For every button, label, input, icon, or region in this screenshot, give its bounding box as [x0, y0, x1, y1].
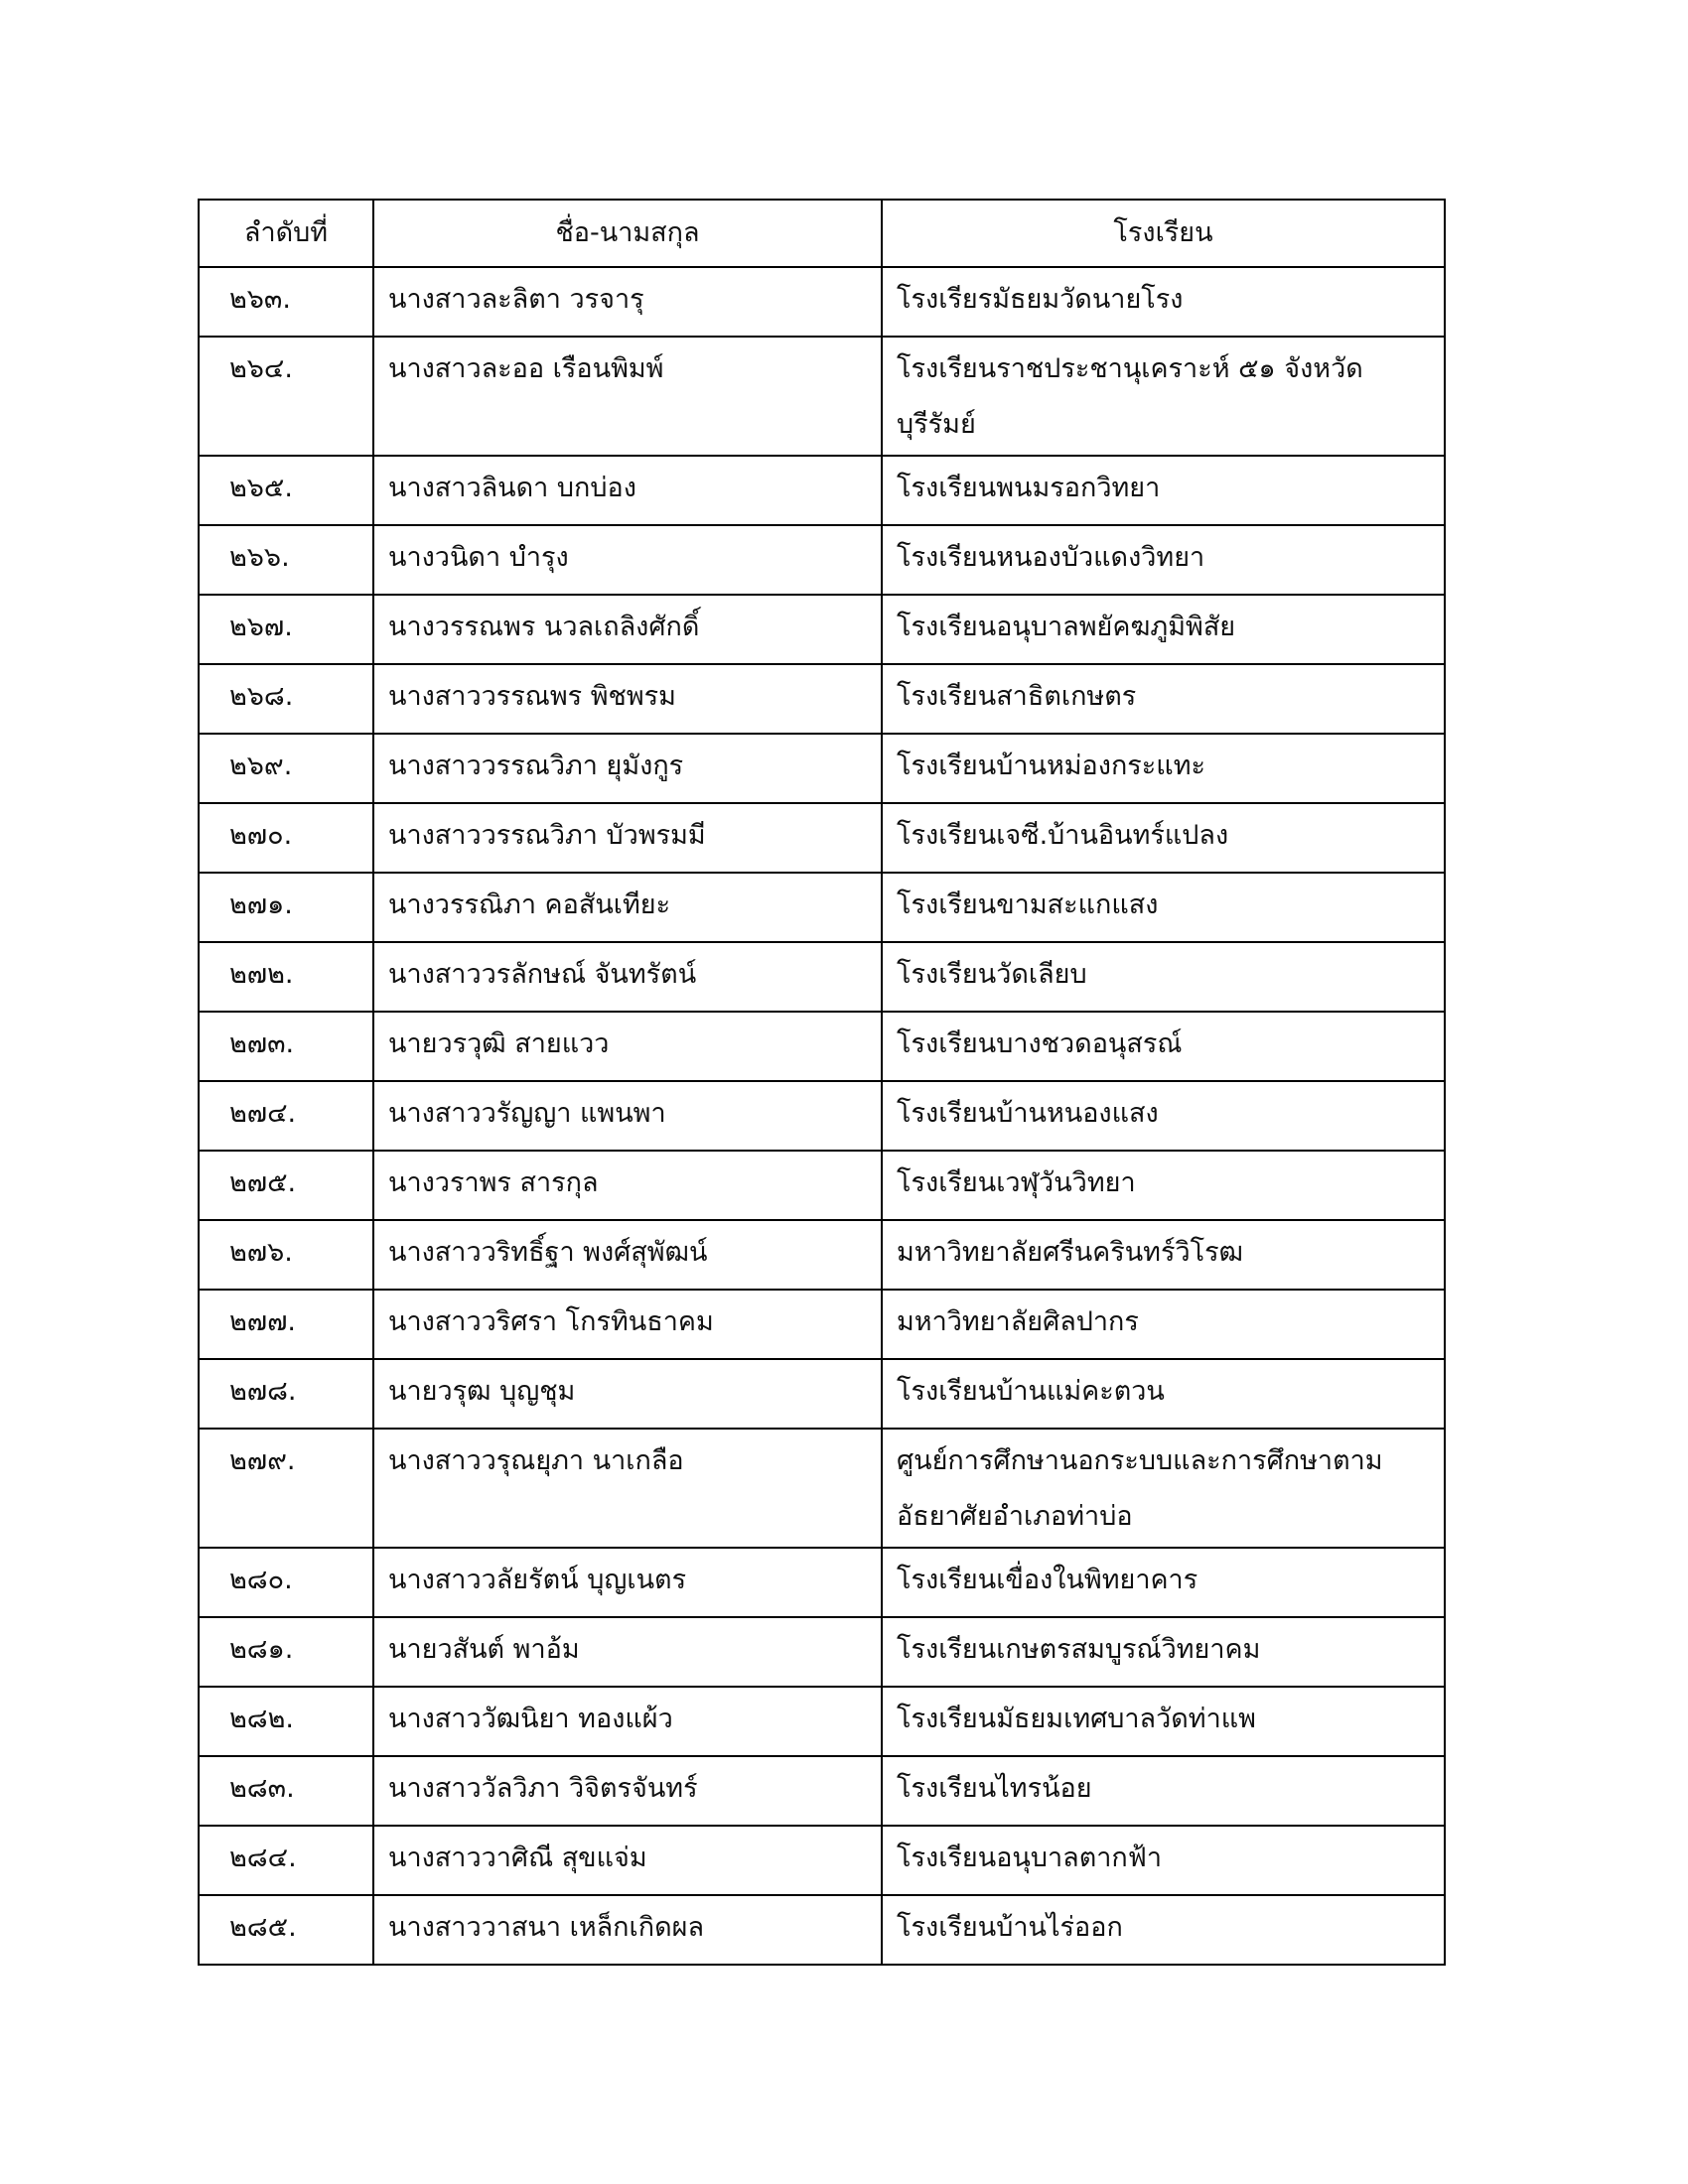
table-row	[199, 1617, 1445, 1687]
table-row	[199, 456, 1445, 525]
table-row	[199, 1756, 1445, 1826]
row-name: นางสาววัลวิภา วิจิตรจันทร์	[373, 1756, 882, 1826]
table-row	[199, 942, 1445, 1012]
table-row	[199, 1290, 1445, 1359]
table-header-row	[199, 200, 1445, 267]
school-line: โรงเรียนราชประชานุเคราะห์ ๕๑ จังหวัด	[897, 353, 1363, 384]
table-row	[199, 1012, 1445, 1081]
table-row	[199, 1220, 1445, 1290]
school-line: โรงเรียนสาธิตเกษตร	[897, 681, 1137, 712]
row-name: นายวรุฒ บุญชุม	[373, 1359, 882, 1429]
school-line: ศูนย์การศึกษานอกระบบและการศึกษาตาม	[897, 1445, 1383, 1476]
row-school	[882, 1151, 1445, 1220]
school-line: อัธยาศัยอำเภอท่าบ่อ	[897, 1501, 1133, 1532]
row-name: นางสาวละออ เรือนพิมพ์	[373, 337, 882, 456]
row-name: นางสาวละลิตา วรจารุ	[373, 267, 882, 337]
row-name: นางสาววัฒนิยา ทองแผ้ว	[373, 1687, 882, 1756]
row-school	[882, 1617, 1445, 1687]
school-line: โรงเรียนเกษตรสมบูรณ์วิทยาคม	[897, 1634, 1261, 1665]
row-school	[882, 1826, 1445, 1895]
school-line: โรงเรียนบ้านหม่องกระแทะ	[897, 751, 1206, 781]
row-number: ๒๖๗.	[199, 595, 373, 664]
school-line: โรงเรียนมัธยมเทศบาลวัดท่าแพ	[897, 1704, 1256, 1734]
school-line: โรงเรียนไทรน้อย	[897, 1773, 1092, 1804]
row-school	[882, 456, 1445, 525]
table-row	[199, 1687, 1445, 1756]
table-body	[199, 267, 1445, 1965]
row-school	[882, 1290, 1445, 1359]
participant-table	[198, 199, 1446, 1966]
row-number: ๒๖๙.	[199, 734, 373, 803]
table-row	[199, 664, 1445, 734]
school-line: โรงเรียนบ้านหนองแสง	[897, 1098, 1159, 1129]
row-name: นางสาววลัยรัตน์ บุญเนตร	[373, 1548, 882, 1617]
row-name: นางสาววาสนา เหล็กเกิดผล	[373, 1895, 882, 1965]
row-name: นางสาววริศรา โกรทินธาคม	[373, 1290, 882, 1359]
row-name: นางสาววรุณยุภา นาเกลือ	[373, 1429, 882, 1548]
row-number: ๒๘๔.	[199, 1826, 373, 1895]
school-line: โรงเรียนอนุบาลพยัคฆภูมิพิสัย	[897, 612, 1236, 642]
table-row	[199, 1826, 1445, 1895]
row-name: นางวราพร สารกุล	[373, 1151, 882, 1220]
row-number: ๒๗๕.	[199, 1151, 373, 1220]
row-name: นายวสันต์ พาอ้ม	[373, 1617, 882, 1687]
row-name: นางวนิดา บำรุง	[373, 525, 882, 595]
row-number: ๒๗๖.	[199, 1220, 373, 1290]
table-row	[199, 873, 1445, 942]
header-name: ชื่อ-นามสกุล	[373, 200, 882, 267]
row-name: นางสาววรรณพร พิชพรม	[373, 664, 882, 734]
row-school	[882, 267, 1445, 337]
row-school	[882, 873, 1445, 942]
row-number: ๒๖๕.	[199, 456, 373, 525]
table-row	[199, 1895, 1445, 1965]
row-school	[882, 803, 1445, 873]
row-number: ๒๗๗.	[199, 1290, 373, 1359]
row-number: ๒๘๓.	[199, 1756, 373, 1826]
school-line: โรงเรียนวัดเลียบ	[897, 959, 1087, 990]
school-line: โรงเรียนบ้านแม่คะตวน	[897, 1376, 1165, 1407]
school-line: โรงเรียนเขื่องในพิทยาคาร	[897, 1565, 1198, 1595]
row-number: ๒๘๐.	[199, 1548, 373, 1617]
row-school	[882, 1359, 1445, 1429]
school-line: โรงเรียนอนุบาลตากฟ้า	[897, 1843, 1163, 1873]
school-line: โรงเรียนพนมรอกวิทยา	[897, 473, 1161, 503]
school-line: โรงเรียนหนองบัวแดงวิทยา	[897, 542, 1205, 573]
row-school	[882, 1220, 1445, 1290]
row-school	[882, 1081, 1445, 1151]
table-row	[199, 1081, 1445, 1151]
row-name: นางสาววรัญญา แพนพา	[373, 1081, 882, 1151]
row-name: นางสาววริทธิ์ฐา พงศ์สุพัฒน์	[373, 1220, 882, 1290]
school-line: โรงเรียนบ้านไร่ออก	[897, 1912, 1123, 1943]
school-line: มหาวิทยาลัยศิลปากร	[897, 1306, 1139, 1337]
row-school	[882, 1429, 1445, 1548]
row-number: ๒๗๘.	[199, 1359, 373, 1429]
row-name: นางสาววรรณวิภา ยุมังกูร	[373, 734, 882, 803]
row-school	[882, 942, 1445, 1012]
school-line: โรงเรียนเวฬุวันวิทยา	[897, 1167, 1136, 1198]
table-row	[199, 1429, 1445, 1548]
row-number: ๒๘๑.	[199, 1617, 373, 1687]
row-number: ๒๗๓.	[199, 1012, 373, 1081]
row-number: ๒๘๒.	[199, 1687, 373, 1756]
row-number: ๒๖๖.	[199, 525, 373, 595]
row-school	[882, 337, 1445, 456]
row-name: นางสาวลินดา บกบ่อง	[373, 456, 882, 525]
row-name: นางสาววรลักษณ์ จันทรัตน์	[373, 942, 882, 1012]
school-line: โรงเรียรมัธยมวัดนายโรง	[897, 284, 1184, 315]
row-number: ๒๖๘.	[199, 664, 373, 734]
row-number: ๒๗๔.	[199, 1081, 373, 1151]
row-school	[882, 1687, 1445, 1756]
table-row	[199, 525, 1445, 595]
school-line: โรงเรียนเจซี.บ้านอินทร์แปลง	[897, 820, 1229, 851]
row-school	[882, 1548, 1445, 1617]
header-school: โรงเรียน	[882, 200, 1445, 267]
table-row	[199, 1151, 1445, 1220]
row-school	[882, 734, 1445, 803]
row-name: นางวรรณพร นวลเถลิงศักดิ์	[373, 595, 882, 664]
row-number: ๒๘๕.	[199, 1895, 373, 1965]
school-line: มหาวิทยาลัยศรีนครินทร์วิโรฒ	[897, 1237, 1244, 1268]
row-name: นางสาววาศิณี สุขแจ่ม	[373, 1826, 882, 1895]
row-name: นายวรวุฒิ สายแวว	[373, 1012, 882, 1081]
school-line: โรงเรียนบางชวดอนุสรณ์	[897, 1028, 1183, 1059]
school-line: โรงเรียนขามสะแกแสง	[897, 889, 1159, 920]
table-row	[199, 1359, 1445, 1429]
row-number: ๒๗๙.	[199, 1429, 373, 1548]
table-row	[199, 337, 1445, 456]
row-school	[882, 1895, 1445, 1965]
row-number: ๒๗๒.	[199, 942, 373, 1012]
row-number: ๒๖๔.	[199, 337, 373, 456]
table-row	[199, 1548, 1445, 1617]
table-row	[199, 267, 1445, 337]
row-name: นางสาววรรณวิภา บัวพรมมี	[373, 803, 882, 873]
row-school	[882, 1012, 1445, 1081]
row-school	[882, 525, 1445, 595]
row-school	[882, 1756, 1445, 1826]
school-line: บุรีรัมย์	[897, 409, 976, 440]
row-number: ๒๖๓.	[199, 267, 373, 337]
table-row	[199, 595, 1445, 664]
table-row	[199, 734, 1445, 803]
row-school	[882, 664, 1445, 734]
table-row	[199, 803, 1445, 873]
row-number: ๒๗๑.	[199, 873, 373, 942]
row-name: นางวรรณิภา คอสันเทียะ	[373, 873, 882, 942]
row-number: ๒๗๐.	[199, 803, 373, 873]
row-school	[882, 595, 1445, 664]
header-number: ลำดับที่	[199, 200, 373, 267]
